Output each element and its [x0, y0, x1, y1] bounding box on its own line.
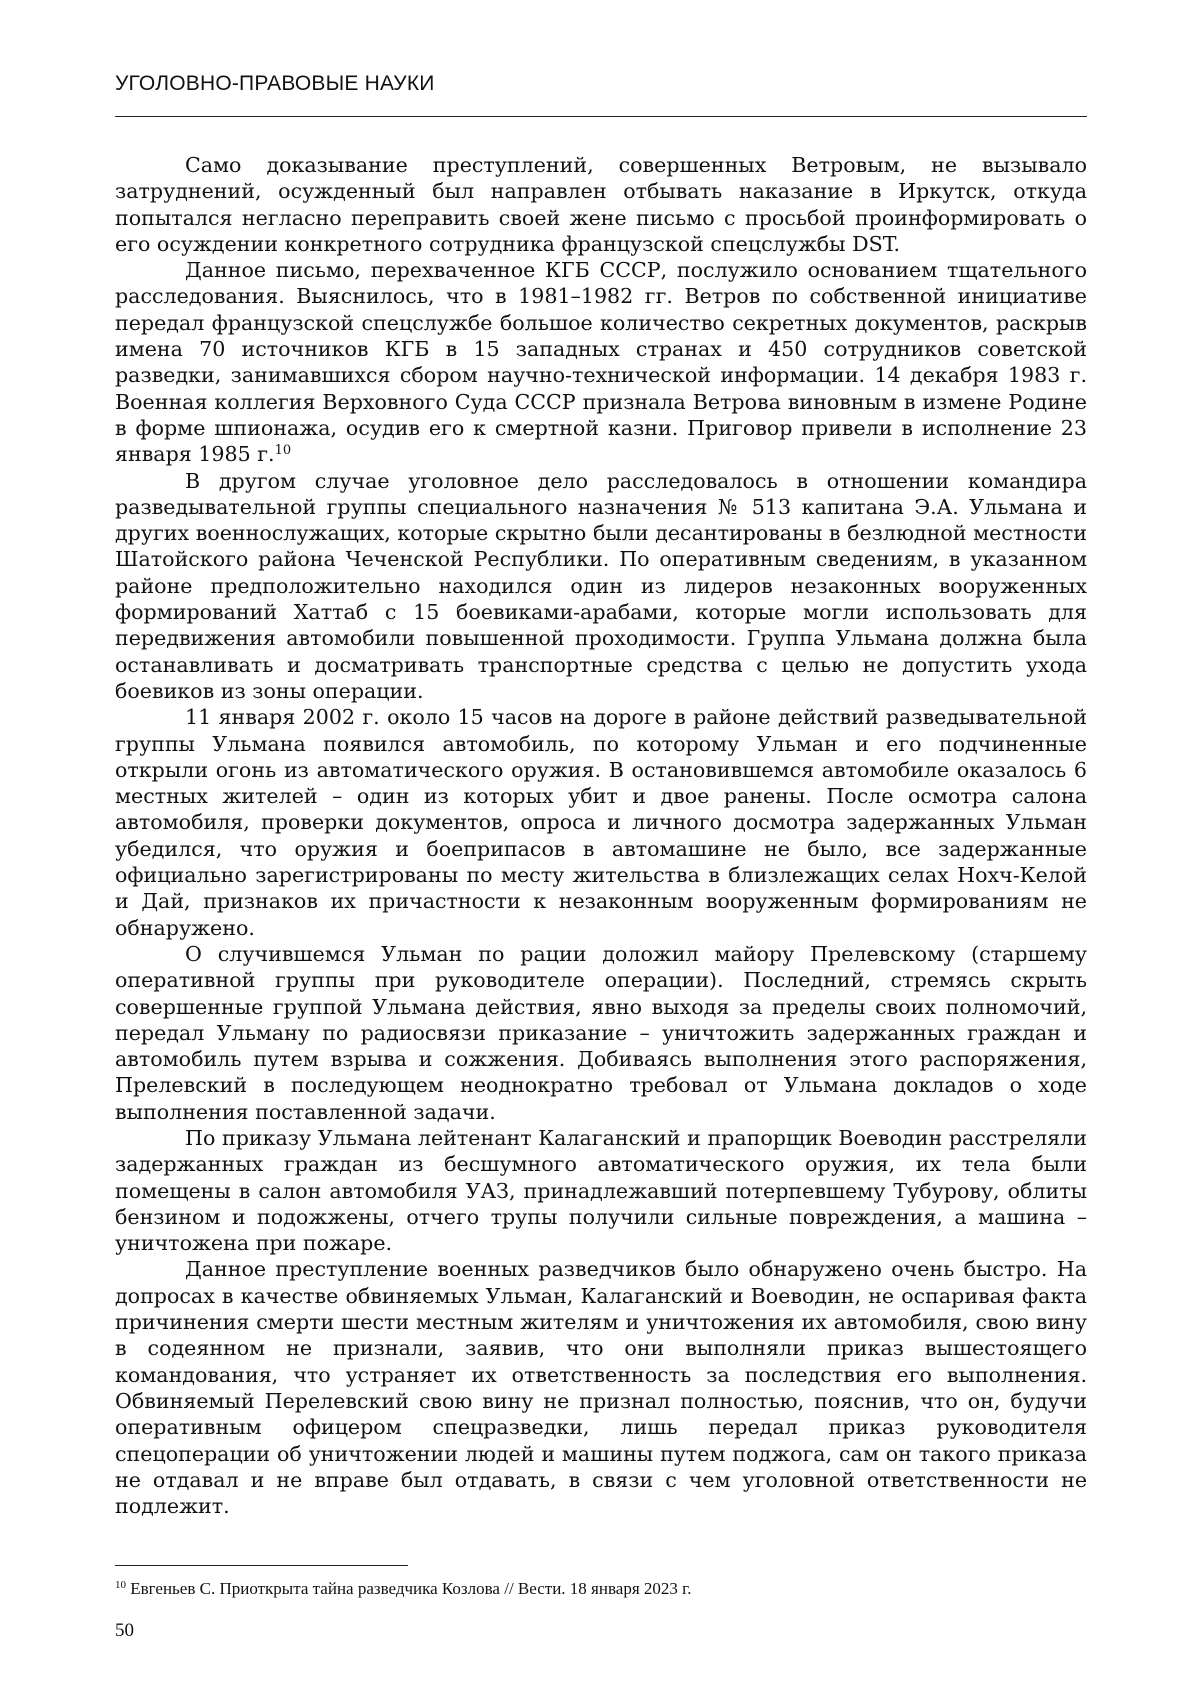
- page-number: 50: [115, 1620, 134, 1641]
- paragraph-text: По приказу Ульмана лейтенант Калаганский и прапорщик Воеводин расстреляли задержанных граждан из бесшумного автоматического оружия, их тела были помещены в салон автомобиля УАЗ, принадлежавший потерпевшему Тубурову, облиты бензином и подожжены, отчего трупы получили сильные повреждения, а машина – уничтожена при пожаре.: [115, 1125, 1087, 1256]
- footnote-reference[interactable]: 10: [274, 443, 292, 459]
- paragraph: [115, 704, 1087, 941]
- running-header: УГОЛОВНО-ПРАВОВЫЕ НАУКИ: [115, 72, 435, 95]
- footnote: [115, 1578, 691, 1600]
- paragraph: [115, 1256, 1087, 1519]
- paragraph-text: Данное преступление военных разведчиков было обнаружено очень быстро. На допросах в качестве обвиняемых Ульман, Калаганский и Воеводин, не оспаривая факта причинения смерти шести местным жителям и уничтожения их автомобиля, свою вину в содеянном не признали, заявив, что они выполняли приказ вышестоящего командования, что устраняет их ответственность за последствия его выполнения. Обвиняемый Перелевский свою вину не признал полностью, пояснив, что он, будучи оперативным офицером спецразведки, лишь передал приказ руководителя спецоперации об уничтожении людей и машины путем поджога, сам он такого приказа не отдавал и не вправе был отдавать, в связи с чем уголовной ответственности не подлежит.: [115, 1257, 1087, 1519]
- paragraph-text: Само доказывание преступлений, совершенных Ветровым, не вызывало затруднений, осужденный был направлен отбывать наказание в Иркутск, откуда попытался негласно переправить своей жене письмо с просьбой проинформировать о его осуждении конкретного сотрудника французской спецслужбы DST.: [115, 153, 1087, 256]
- footnote-number: 10: [115, 1579, 126, 1591]
- paragraph-text: 11 января 2002 г. около 15 часов на дороге в районе действий разведывательной группы Ульмана появился автомобиль, по которому Ульман и его подчиненные открыли огонь из автоматического оружия. В остановившемся автомобиле оказалось 6 местных жителей – один из которых убит и двое ранены. После осмотра салона автомобиля, проверки документов, опроса и личного досмотра задержанных Ульман убедился, что оружия и боеприпасов в автомашине не было, все задержанные официально зарегистрированы по месту жительства в близлежащих селах Нохч-Келой и Дай, признаков их причастности к незаконным вооруженным формированиям не обнаружено.: [115, 705, 1087, 940]
- paragraph: [115, 152, 1087, 257]
- paragraph-text: Данное письмо, перехваченное КГБ СССР, послужило основанием тщательного расследования. Выяснилось, что в 1981–1982 гг. Ветров по собственной инициативе передал французской спецслужбе большое количество секретных документов, раскрыв имена 70 источников КГБ в 15 западных странах и 450 сотрудников советской разведки, занимавшихся сбором научно-технической информации. 14 декабря 1983 г. Военная коллегия Верховного Суда СССР признала Ветрова виновным в измене Родине в форме шпионажа, осудив его к смертной казни. Приговор привели в исполнение 23 января 1985 г.: [115, 258, 1087, 467]
- body-text: [115, 152, 1087, 1519]
- footnote-divider: [115, 1565, 408, 1566]
- footnote-text: Евгеньев С. Приоткрыта тайна разведчика Козлова // Вести. 18 января 2023 г.: [130, 1579, 692, 1598]
- header-divider: [115, 116, 1087, 117]
- paragraph: [115, 1125, 1087, 1256]
- paragraph: [115, 468, 1087, 705]
- paragraph: [115, 257, 1087, 467]
- paragraph-text: О случившемся Ульман по рации доложил майору Прелевскому (старшему оперативной группы при руководителе операции). Последний, стремясь скрыть совершенные группой Ульмана действия, явно выходя за пределы своих полномочий, передал Ульману по радиосвязи приказание – уничтожить задержанных граждан и автомобиль путем взрыва и сожжения. Добиваясь выполнения этого распоряжения, Прелевский в последующем неоднократно требовал от Ульмана докладов о ходе выполнения поставленной задачи.: [115, 941, 1087, 1124]
- paragraph-text: В другом случае уголовное дело расследовалось в отношении командира разведывательной группы специального назначения № 513 капитана Э.А. Ульмана и других военнослужащих, которые скрытно были десантированы в безлюдной местности Шатойского района Чеченской Республики. По оперативным сведениям, в указанном районе предположительно находился один из лидеров незаконных вооруженных формирований Хаттаб с 15 боевиками-арабами, которые могли использовать для передвижения автомобили повышенной проходимости. Группа Ульмана должна была останавливать и досматривать транспортные средства с целью не допустить ухода боевиков из зоны операции.: [115, 468, 1087, 703]
- paragraph: [115, 941, 1087, 1125]
